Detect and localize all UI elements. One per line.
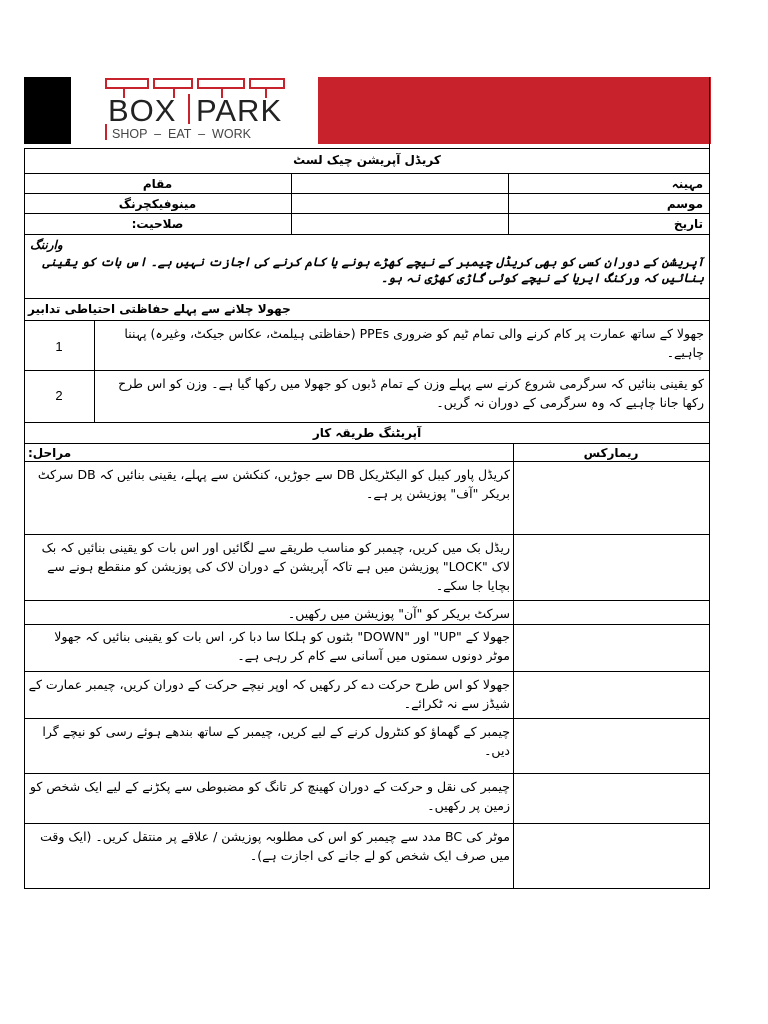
rule — [24, 422, 710, 423]
field-value-manufacturing: مینوفیکچرنگ — [118, 197, 197, 211]
rule — [291, 173, 292, 234]
rule — [24, 823, 710, 824]
precaution-text: کو یقینی بنائیں کہ سرگرمی شروع کرنے سے پہلے وزن کے تمام ڈبوں کو جھولا میں رکھا گیا ہے۔ وزن کو اس طرح رکھا جانا چاہیے کہ وہ سرگرمی کے دوران نہ گریں۔ — [118, 376, 704, 410]
field-label-month: مہینہ — [671, 177, 703, 191]
precaution-text: جھولا کے ساتھ عمارت پر کام کرنے والی تمام ٹیم کو ضروری PPEs (حفاظتی ہیلمٹ، عکاس جیکٹ، وغیرہ) پہننا چاہیے۔ — [124, 326, 704, 360]
rule — [24, 671, 710, 672]
rule — [24, 148, 710, 149]
rule — [24, 213, 710, 214]
rule — [24, 773, 710, 774]
rule — [24, 534, 710, 535]
field-label-location: مقام — [142, 177, 173, 191]
procedure-step: موٹر کی BC مدد سے چیمبر کو اس کی مطلوبہ پوزیشن / علاقے پر منتقل کریں۔ (ایک وقت میں صرف ایک شخص کو لے جانے کی اجازت ہے)۔ — [40, 829, 510, 863]
rule — [24, 600, 710, 601]
rule — [24, 234, 710, 235]
procedure-step: چیمبر کی نقل و حرکت کے دوران کھینچ کر تانگ کو مضبوطی سے پکڑنے کے لیے ایک شخص کو زمین پر رکھیں۔ — [29, 779, 510, 813]
procedure-step: جھولا کو اس طرح حرکت دے کر رکھیں کہ اوپر نیچے حرکت کے دوران کریں، چیمبر عمارت کے شیڈز سے نہ ٹکرائے۔ — [28, 677, 510, 711]
rule — [24, 443, 710, 444]
rule — [508, 173, 509, 234]
checklist-title: کریڈل آپریشن چیک لسٹ — [293, 153, 441, 167]
rule — [24, 624, 710, 625]
rule — [24, 888, 710, 889]
procedure-step: جھولا کے "UP" اور "DOWN" بٹنوں کو ہلکا سا دبا کر، اس بات کو یقینی بنائیں کہ جھولا موٹر دونوں سمتوں میں آسانی سے کام کر رہی ہے۔ — [54, 629, 510, 663]
svg-text:PARK: PARK — [196, 93, 283, 128]
precaution-number: 1 — [55, 339, 63, 354]
rule — [24, 718, 710, 719]
rule — [24, 173, 710, 174]
header-red-band — [318, 77, 711, 144]
rule — [24, 320, 710, 321]
field-label-date: تاریخ — [673, 217, 703, 231]
remarks-header: ریمارکس — [583, 446, 639, 460]
header-black-block — [24, 77, 71, 144]
procedure-step: کریڈل پاور کیبل کو الیکٹریکل DB سے جوڑیں، کنکشن سے پہلے، یقینی بنائیں کہ DB سرکٹ بریکر "آف" پوزیشن پر ہے۔ — [37, 467, 510, 501]
rule — [94, 320, 95, 422]
procedure-step: سرکٹ بریکر کو "آن" پوزیشن میں رکھیں۔ — [287, 606, 510, 621]
procedure-step: چیمبر کے گھماؤ کو کنٹرول کرنے کے لیے کریں، چیمبر کے ساتھ بندھے ہوئے رسی کو نیچے گرا دیں۔ — [42, 724, 510, 758]
svg-text:BOX: BOX — [108, 93, 177, 128]
field-label-capacity: صلاحیت: — [131, 217, 184, 231]
warning-text: آپریشن کے دوران کسی کو بھی کریڈل چیمبر کے نیچے کھڑے ہونے یا کام کرنے کی اجازت نہیں ہے۔ اس بات کو یقینی بنائیں کہ ورکنگ ایریا کے نیچے کوئی گاڑی کھڑی نہ ہو۔ — [42, 255, 704, 285]
rule — [24, 461, 710, 462]
rule — [24, 298, 710, 299]
field-label-weather: موسم — [666, 197, 703, 211]
precautions-heading: جھولا چلانے سے پہلے حفاظتی احتیاطی تدابیر — [28, 302, 291, 316]
steps-header: مراحل: — [28, 446, 72, 460]
precaution-number: 2 — [55, 388, 63, 403]
rule — [513, 443, 514, 889]
boxpark-logo — [104, 76, 286, 148]
procedure-step: ریڈل بک میں کریں، چیمبر کو مناسب طریقے سے لگائیں اور اس بات کو یقینی بنائیں کہ بک لاک "LOCK" پوزیشن میں ہے تاکہ آپریشن کے دوران لاک کی پوزیشن کو منقطع ہونے سے بچایا جا سکے۔ — [41, 540, 510, 593]
rule — [24, 148, 25, 889]
rule — [709, 77, 710, 889]
boxpark-logo-mark — [104, 76, 286, 148]
operating-heading: آپریٹنگ طریقہ کار — [312, 426, 422, 440]
warning-heading: وارننگ — [30, 238, 63, 252]
rule — [24, 370, 710, 371]
rule — [24, 193, 710, 194]
svg-text:SHOP – EAT – WORK: SHOP – EAT – WORK — [112, 127, 251, 141]
